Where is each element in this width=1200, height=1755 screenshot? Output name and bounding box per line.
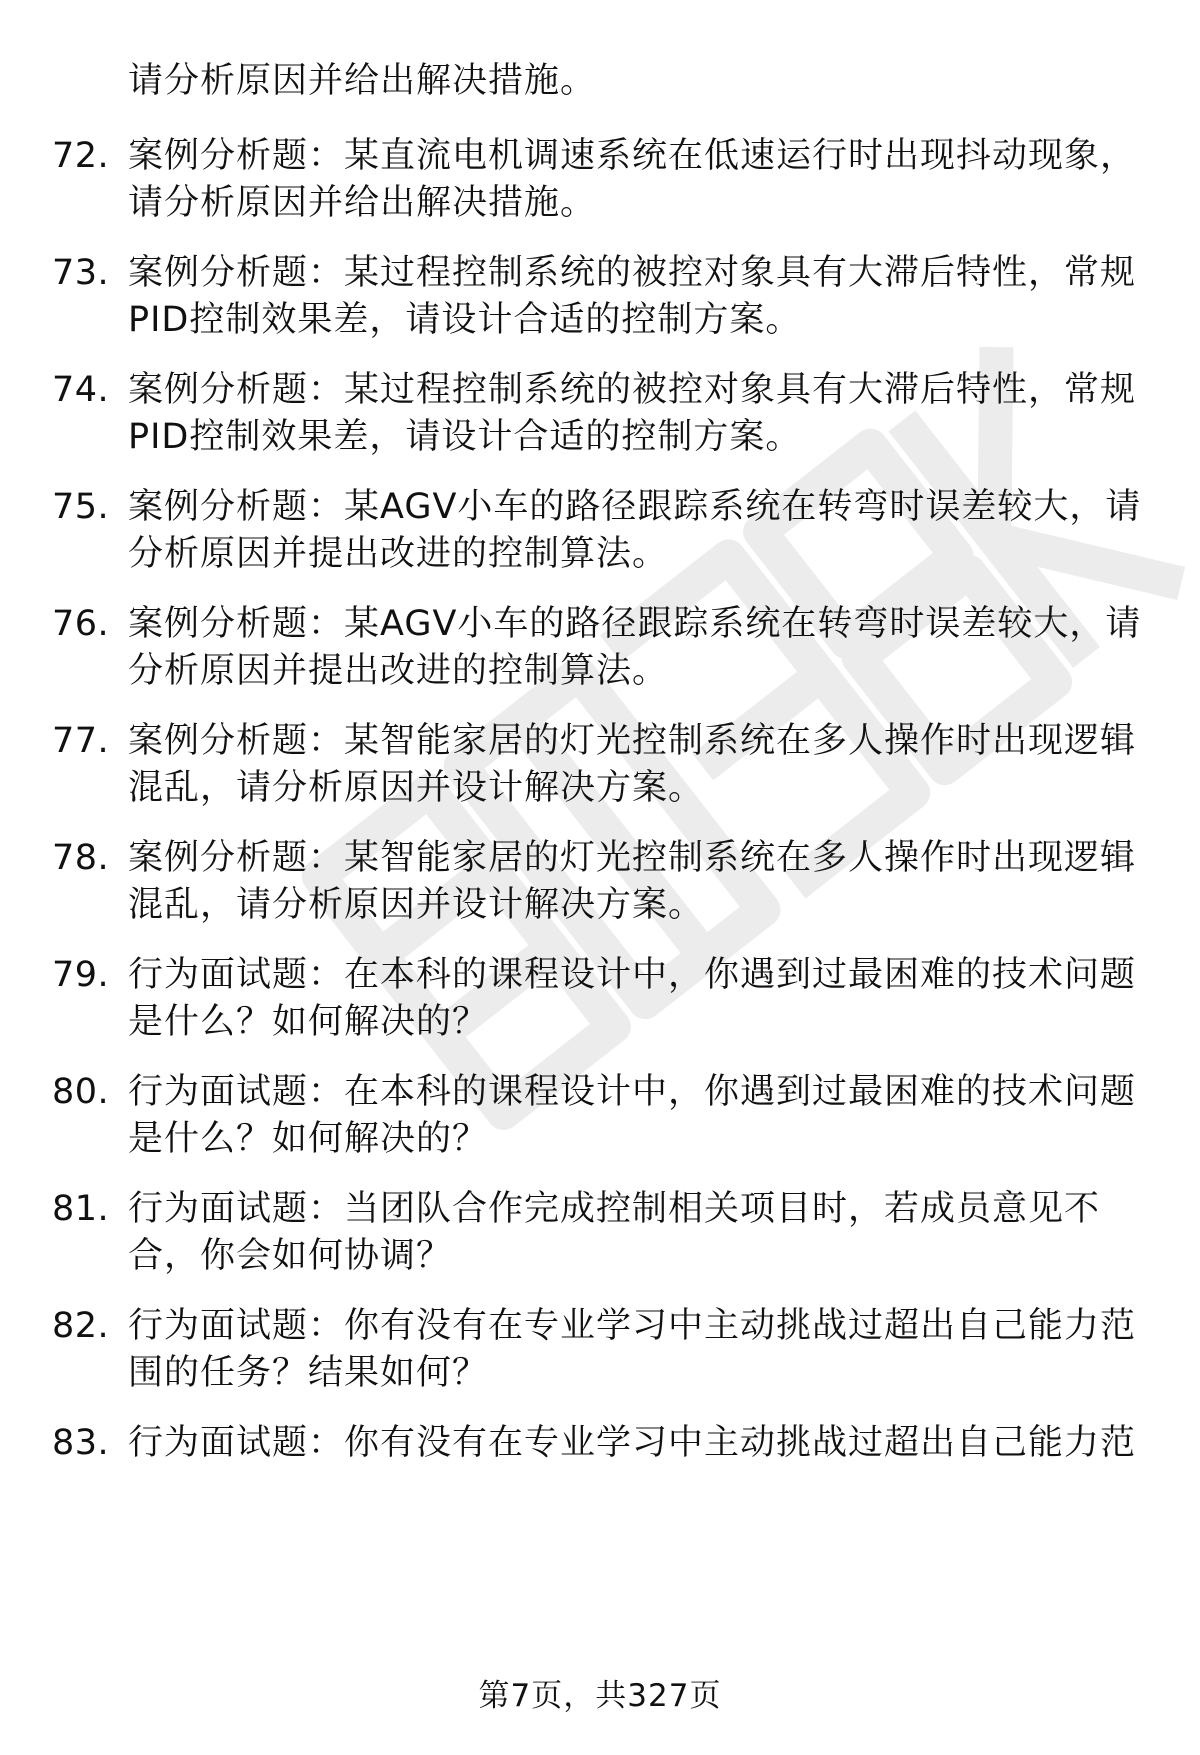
question-number: 82. bbox=[52, 1306, 110, 1346]
question-text-line: 围的任务？结果如何？ bbox=[128, 1353, 489, 1393]
question-number: 74. bbox=[52, 370, 110, 410]
question-text bbox=[128, 1303, 1138, 1397]
question-text bbox=[128, 367, 1138, 461]
question-number: 72. bbox=[52, 136, 110, 176]
page-footer: 第7页，共327页 bbox=[478, 1678, 722, 1714]
question-text bbox=[128, 601, 1142, 695]
question-text bbox=[128, 1420, 1138, 1467]
question-number: 83. bbox=[52, 1423, 110, 1463]
question-text-line: 案例分析题：某智能家居的灯光控制系统在多人操作时出现逻辑 bbox=[128, 838, 1137, 878]
question-text-line: 是什么？如何解决的？ bbox=[128, 1002, 489, 1042]
question-number: 73. bbox=[52, 253, 110, 293]
question-text-line: 是什么？如何解决的？ bbox=[128, 1119, 489, 1159]
question-number: 77. bbox=[52, 721, 110, 761]
question-text-line: 行为面试题：在本科的课程设计中，你遇到过最困难的技术问题 bbox=[128, 955, 1137, 995]
question-text bbox=[128, 835, 1138, 929]
question-text-line: 行为面试题：当团队合作完成控制相关项目时，若成员意见不 bbox=[128, 1189, 1101, 1229]
question-text-line: PID控制效果差，请设计合适的控制方案。 bbox=[128, 417, 802, 457]
question-number: 79. bbox=[52, 955, 110, 995]
question-text-line: 案例分析题：某直流电机调速系统在低速运行时出现抖动现象， bbox=[128, 136, 1137, 176]
question-text-line: 合，你会如何协调？ bbox=[128, 1236, 453, 1276]
question-text-line: 混乱，请分析原因并设计解决方案。 bbox=[128, 885, 705, 925]
question-number: 81. bbox=[52, 1189, 110, 1229]
question-text-line: 混乱，请分析原因并设计解决方案。 bbox=[128, 768, 705, 808]
question-text bbox=[128, 1186, 1138, 1280]
question-text bbox=[128, 484, 1142, 578]
question-text-line: 案例分析题：某智能家居的灯光控制系统在多人操作时出现逻辑 bbox=[128, 721, 1137, 761]
question-text bbox=[128, 952, 1138, 1046]
continuation-text: 请分析原因并给出解决措施。 bbox=[128, 61, 597, 101]
question-text bbox=[128, 133, 1138, 227]
question-text-line: 分析原因并提出改进的控制算法。 bbox=[128, 651, 669, 691]
question-number: 75. bbox=[52, 487, 110, 527]
question-number: 76. bbox=[52, 604, 110, 644]
question-text-line: 行为面试题：你有没有在专业学习中主动挑战过超出自己能力范 bbox=[128, 1306, 1137, 1346]
question-text-line: 请分析原因并给出解决措施。 bbox=[128, 183, 597, 223]
question-text bbox=[128, 250, 1138, 344]
question-text-line: 案例分析题：某AGV小车的路径跟踪系统在转弯时误差较大，请 bbox=[128, 604, 1142, 644]
question-text-line: 案例分析题：某AGV小车的路径跟踪系统在转弯时误差较大，请 bbox=[128, 487, 1142, 527]
question-number: 78. bbox=[52, 838, 110, 878]
question-text-line: 行为面试题：你有没有在专业学习中主动挑战过超出自己能力范 bbox=[128, 1423, 1137, 1463]
question-text-line: 案例分析题：某过程控制系统的被控对象具有大滞后特性，常规 bbox=[128, 253, 1137, 293]
question-number: 80. bbox=[52, 1072, 110, 1112]
question-text-line: 案例分析题：某过程控制系统的被控对象具有大滞后特性，常规 bbox=[128, 370, 1137, 410]
question-text bbox=[128, 1069, 1138, 1163]
question-text-line: 行为面试题：在本科的课程设计中，你遇到过最困难的技术问题 bbox=[128, 1072, 1137, 1112]
question-text-line: 分析原因并提出改进的控制算法。 bbox=[128, 534, 669, 574]
question-text-line: PID控制效果差，请设计合适的控制方案。 bbox=[128, 300, 802, 340]
question-text bbox=[128, 718, 1138, 812]
